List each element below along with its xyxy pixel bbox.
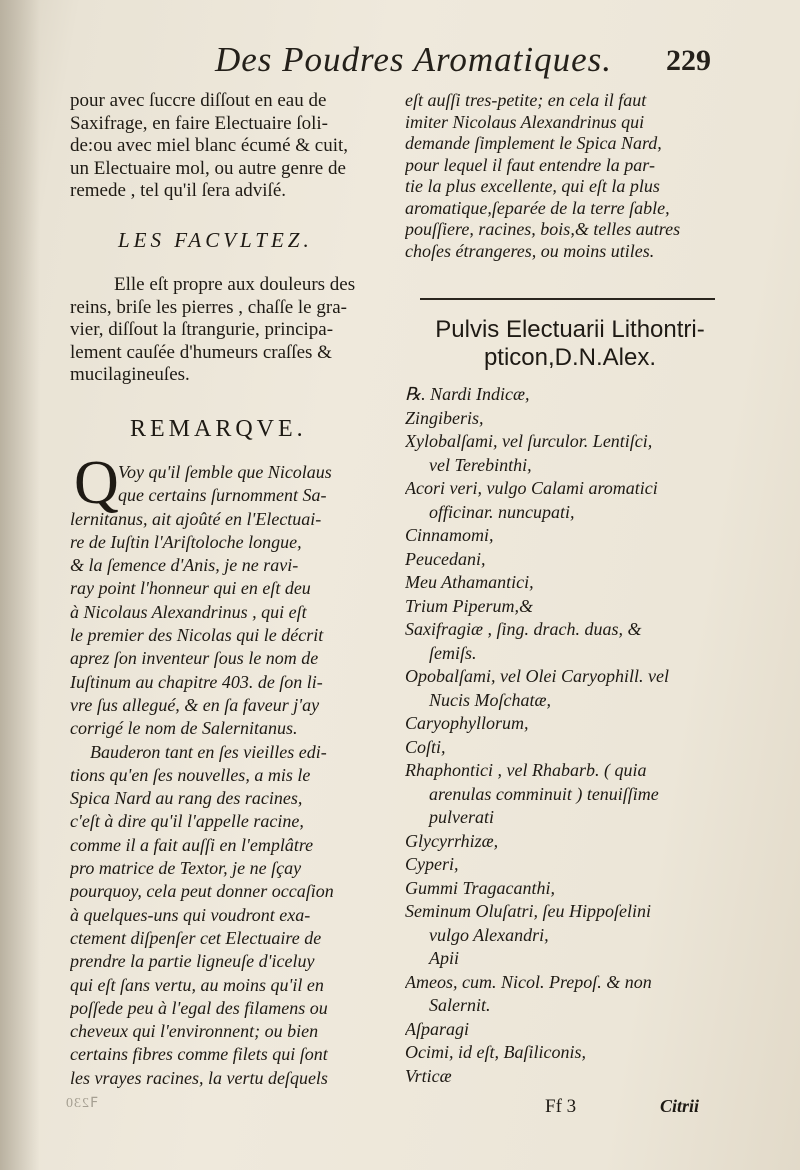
- text-line: c'eſt à dire qu'il l'appelle racine,: [70, 811, 304, 832]
- text-line: lernitanus, ait ajoûté en l'Electuai-: [70, 508, 322, 529]
- ingredient-line: Saxifragiæ , ſing. drach. duas, &: [405, 619, 642, 639]
- text-line: cheveux qui l'environnent; ou bien: [70, 1021, 319, 1042]
- text-line: remede , tel qu'il ſera adviſé.: [70, 180, 287, 202]
- ingredient-line: Glycyrrhizæ,: [405, 830, 499, 851]
- text-line: mucilagineuſes.: [70, 364, 190, 386]
- text-line: les vrayes racines, la vertu deſquels: [70, 1067, 328, 1088]
- ingredient-line: vel Terebinthi,: [429, 454, 532, 475]
- text-line: vre ſus allegué, & en ſa faveur j'ay: [70, 694, 320, 715]
- ingredient-line: Acori veri, vulgo Calami aromatici: [405, 478, 658, 498]
- facultez-heading: LES FACVLTEZ.: [118, 228, 313, 252]
- ingredient-line: Caryophyllorum,: [405, 713, 529, 733]
- ingredient-line: Cyperi,: [405, 854, 459, 874]
- text-line: un Electuaire mol, ou autre genre de: [70, 157, 346, 179]
- ingredient-line: Aſparagi: [405, 1018, 470, 1039]
- text-line: qui eſt ſans vertu, au moins qu'il en: [70, 974, 324, 995]
- text-line: aromatique,ſeparée de la terre ſable,: [405, 197, 670, 218]
- ingredient-line: arenulas comminuit ) tenuiſſime: [429, 783, 659, 804]
- ingredient-line: Apii: [429, 948, 459, 968]
- text-line: aprez ſon inventeur ſous le nom de: [70, 648, 319, 669]
- ingredient-line: Gummi Tragacanthi,: [405, 877, 556, 898]
- signature-mark: Ff 3: [545, 1096, 577, 1117]
- ingredient-line: Xylobalſami, vel ſurculor. Lentiſci,: [405, 431, 653, 451]
- remarque-heading: REMARQVE.: [130, 416, 307, 442]
- ingredient-line: Ameos, cum. Nicol. Prepoſ. & non: [405, 971, 652, 992]
- text-line: eſt auſſi tres-petite; en cela il faut: [405, 90, 647, 110]
- catchword: Citrii: [660, 1096, 700, 1116]
- ingredient-line: ſemiſs.: [429, 642, 477, 663]
- text-line: vier, diſſout la ſtrangurie, principa-: [70, 319, 334, 341]
- text-line: prendre la partie ligneuſe d'iceluy: [70, 951, 315, 972]
- ingredient-line: Zingiberis,: [405, 407, 484, 428]
- ingredient-line: pulverati: [429, 807, 494, 827]
- text-line: Saxifrage, en faire Electuaire ſoli-: [70, 112, 328, 134]
- ingredient-line: Meu Athamantici,: [405, 572, 534, 592]
- ingredient-line: Salernit.: [429, 995, 491, 1015]
- text-line: lement cauſée d'humeurs craſſes &: [70, 341, 332, 363]
- ingredient-line: Nucis Moſchatæ,: [429, 689, 551, 710]
- text-line: certains fibres comme filets qui ſont: [70, 1044, 328, 1065]
- recipe-title-line: Pulvis Electuarii Lithontri-: [435, 316, 705, 343]
- page-number: 229: [666, 44, 711, 77]
- ingredient-line: Opobalſami, vel Olei Caryophill. vel: [405, 666, 669, 686]
- text-line: tie la plus excellente, qui eſt la plus: [405, 176, 660, 196]
- text-line: que certains ſurnomment Sa-: [118, 485, 327, 506]
- text-line: pouſſiere, racines, bois,& telles autres: [405, 219, 681, 239]
- text-line: imiter Nicolaus Alexandrinus qui: [405, 111, 645, 132]
- recipe-title-line: pticon,D.N.Alex.: [483, 344, 657, 371]
- facultez-paragraph: [70, 274, 388, 387]
- ingredient-line: Peucedani,: [405, 548, 486, 569]
- text-line: le premier des Nicolas qui le décrit: [70, 625, 324, 646]
- remarque-paragraph: [70, 461, 388, 1090]
- left-intro-paragraph: [70, 90, 388, 203]
- text-line: ctement diſpenſer cet Electuaire de: [70, 927, 322, 948]
- bleed-through-text: ꟻ230: [65, 1096, 99, 1111]
- right-intro-paragraph: [405, 90, 720, 262]
- text-line: & la ſemence d'Anis, je ne ravi-: [70, 555, 299, 576]
- text-line: demande ſimplement le Spica Nard,: [405, 133, 662, 153]
- text-line: reins, briſe les pierres , chaſſe le gra-: [70, 296, 347, 318]
- ingredient-list: [405, 383, 720, 1088]
- text-line: corrigé le nom de Salernitanus.: [70, 718, 298, 739]
- running-header-title: Des Poudres Aromatiques.: [215, 40, 612, 79]
- ingredient-line: Seminum Oluſatri, ſeu Hippoſelini: [405, 901, 651, 921]
- text-line: pro matrice de Textor, je ne ſçay: [70, 858, 302, 879]
- text-line: re de Iuſtin l'Ariſtoloche longue,: [70, 531, 302, 552]
- text-line: Spica Nard au rang des racines,: [70, 788, 303, 809]
- text-line: pour avec ſuccre diſſout en eau de: [70, 90, 327, 111]
- recipe-title: [420, 316, 720, 372]
- text-line: choſes étrangeres, ou moins utiles.: [405, 240, 655, 261]
- ingredient-line: Ocimi, id eſt, Baſiliconis,: [405, 1042, 586, 1062]
- text-line: à Nicolaus Alexandrinus , qui eſt: [70, 601, 307, 622]
- ingredient-line: ℞. Nardi Indicæ,: [405, 384, 530, 404]
- text-line: comme il a fait auſſi en l'emplâtre: [70, 834, 314, 855]
- text-line: à quelques-uns qui voudront exa-: [70, 904, 311, 925]
- ingredient-line: Rhaphontici , vel Rhabarb. ( quia: [405, 760, 647, 780]
- ingredient-line: Coſti,: [405, 736, 446, 757]
- text-line: pourquoy, cela peut donner occaſion: [70, 881, 334, 902]
- ingredient-line: Trium Piperum,&: [405, 595, 534, 616]
- ingredient-line: Vrticæ: [405, 1065, 452, 1086]
- text-line: pour lequel il faut entendre la par-: [405, 154, 655, 175]
- text-line: Iuſtinum au chapitre 403. de ſon li-: [70, 671, 323, 692]
- drop-cap: Q: [74, 449, 119, 517]
- text-line: ray point l'honneur qui en eſt deu: [70, 578, 311, 599]
- text-line: de:ou avec miel blanc écumé & cuit,: [70, 135, 349, 157]
- text-line: poſſede peu à l'egal des filamens ou: [70, 997, 328, 1018]
- ingredient-line: Cinnamomi,: [405, 525, 494, 545]
- text-line: tions qu'en ſes nouvelles, a mis le: [70, 764, 311, 785]
- ingredient-line: vulgo Alexandri,: [429, 924, 549, 945]
- ingredient-line: officinar. nuncupati,: [429, 501, 575, 522]
- text-line: Voy qu'il ſemble que Nicolaus: [118, 462, 332, 482]
- section-divider: [420, 298, 715, 300]
- text-line: Elle eſt propre aux douleurs des: [114, 274, 356, 295]
- text-line: Bauderon tant en ſes vieilles edi-: [90, 741, 327, 762]
